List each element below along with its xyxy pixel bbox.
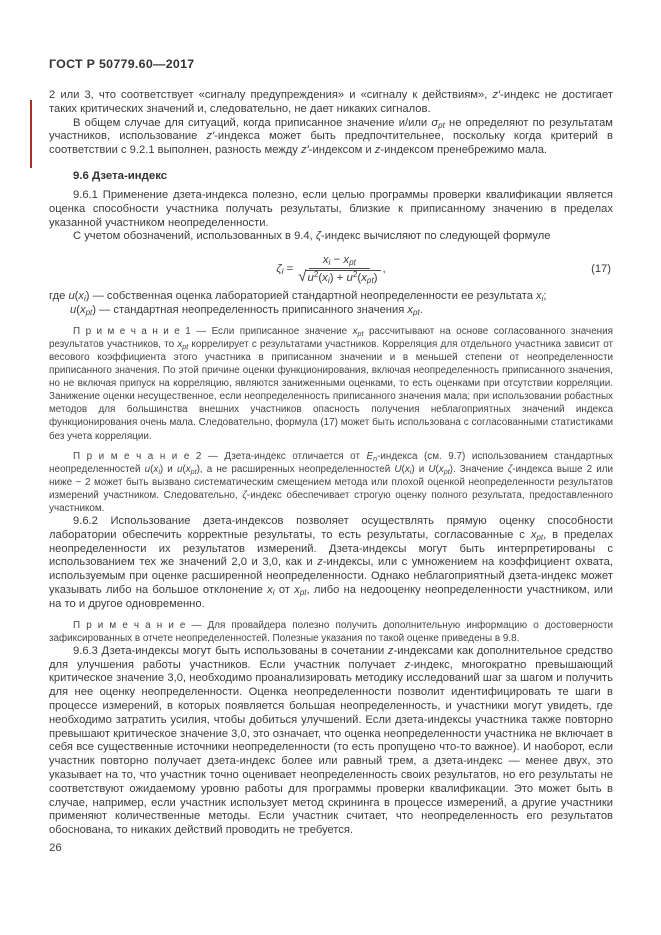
page-content <box>49 57 613 838</box>
radical-sign-icon: √ <box>298 268 307 286</box>
note-1: П р и м е ч а н и е 1 — Если приписанное значение $x_{pt}$ рассчитывают на основе согласованного значения результатов участников, то $x_{pt}$ коррелирует с результатами участников. Корреляция для отдельного участника зависит от весового коэффициента этого участника в приписанном значении и в меньшей степени от неопределенности приписанного значения. По этой причине оценки функционирования, включая неопределенность приписанного значения, но не включая припуск на корреляцию, являются заниженными оценками, то есть оценками при отсутствии корреляции. Занижение оценки несущественное, если неопределенность приписанного значения мала; при использовании робастных методов для большинства внешних участников опасность получения неблагоприятных значений индекса функционирования очень мала. Следовательно, формула (17) может быть использована с согласованными статистиками без учета корреляции. <box>49 325 613 442</box>
formula-fraction <box>298 254 380 284</box>
note-3: П р и м е ч а н и е — Для провайдера полезно получить дополнительную информацию о достоверности зафиксированных в отчете неопределенностей. Полезные указания по такой оценке приведены в 9.8. <box>49 619 613 644</box>
paragraph-9-6-2: 9.6.2 Использование дзета-индексов позволяет осуществлять прямую оценку способности лаборатории обеспечить корректные результаты, то есть результаты, согласованные с $x_{pt}$, в пределах неопределенности их результатов измерений. Дзета-индексы могут быть интерпретированы с использованием тех же значений 2,0 и 3,0, как и z-индексы, или с умножением на коэффициент охвата, используемым при оценке расширенной неопределенности. Однако неблагоприятный дзета-индекс может указывать либо на большое отклонение $x_i$ от $x_{pt}$, либо на недооценку неопределенности участником, или на то и другое одновременно. <box>49 515 613 610</box>
formula-17 <box>49 254 613 284</box>
formula-lhs: $\zeta_i$ = <box>276 263 294 277</box>
change-marker-line <box>30 100 32 168</box>
where-definitions <box>49 290 613 318</box>
formula-denominator <box>298 269 380 284</box>
formula-comma: , <box>382 263 386 276</box>
equation-number: (17) <box>591 263 611 276</box>
paragraph-z-prime: В общем случае для ситуаций, когда приписанное значение и/или $\sigma_{pt}$ не определяют по результатам участников, использование z′-индекса может быть предпочтительнее, поскольку когда критерий в соответствии с 9.2.1 выполнен, разность между z′-индексом и z-индексом пренебрежимо мала. <box>49 116 613 157</box>
page-number: 26 <box>49 842 62 854</box>
paragraph-9-6-3: 9.6.3 Дзета-индексы могут быть использованы в сочетании z-индексами как дополнительное средство для улучшения работы участников. Если участник получает z-индекс, многократно превышающий критическое значение 3,0, необходимо проанализировать методику исследований шаг за шагом и получить для нее оценку неопределенности. Оценка неопределенности позволит идентифицировать те шаги в процессе измерений, в которых появляется большая неопределенность, и участники могут увидеть, где необходимо затратить усилия, чтобы добиться улучшений. Если дзета-индексы участника также повторно превышают критическое значение 3,0, это означает, что оценка неопределенности участника не включает в себя все существенные источники неопределенности (то есть пропущено что-то важное). И наоборот, если участник повторно получает дзета-индекс более или равный трем, а дзета-индекс — менее двух, это указывает на то, что участник точно оценивает неопределенность своих результатов, но его результаты не соответствуют ожидаемому уровню работы для программы проверки квалификации. Это может быть в случае, например, если участник использует метод скрининга в процессе измерений, а другие участники применяют количественные методы. Если участник считает, что неопределенность его результатов обоснована, то никаких действий проводить не требуется. <box>49 644 614 837</box>
section-heading-9-6: 9.6 Дзета-индекс <box>73 169 168 182</box>
formula-numerator: $x_i - x_{pt}$ <box>309 254 370 269</box>
formula-radicand: $u^2(x_i) + u^2(x_{pt})$ <box>306 270 380 284</box>
paragraph-formula-intro: С учетом обозначений, использованных в 9.4, ζ-индекс вычисляют по следующей формуле <box>73 230 551 243</box>
paragraph-continuation: 2 или 3, что соответствует «сигналу предупреждения» и «сигналу к действиям», z′-индекс не достигает таких критических значений и, следовательно, не дает никаких сигналов. <box>49 89 613 115</box>
paragraph-9-6-1: 9.6.1 Применение дзета-индекса полезно, если целью программы проверки квалификации является оценка способности участника получать результаты, близкие к приписанному значению в пределах указанной участником неопределенности. <box>49 188 613 229</box>
doc-header-title: ГОСТ Р 50779.60—2017 <box>49 57 195 71</box>
where-line-1: где $u(x_i)$ — собственная оценка лабораторией стандартной неопределенности ее результата $x_i$; <box>49 290 547 304</box>
note-2: П р и м е ч а н и е 2 — Дзета-индекс отличается от $E_n$-индекса (см. 9.7) использованием стандартных неопределенностей $u(x_i)$ и $u(x_{pt})$, а не расширенных неопределенностей $U(x_i)$ и $U(x_{pt})$. Значение ζ-индекса выше 2 или ниже − 2 может быть вызвано систематическим смещением метода или плохой оценкой неопределенности результатов измерений участником. Следовательно, ζ-индекс обеспечивает строгую оценку полного результата, предоставленного участником. <box>49 450 614 514</box>
where-line-2: $u(x_{pt})$ — стандартная неопределенность приписанного значения $x_{pt}$. <box>70 303 423 317</box>
